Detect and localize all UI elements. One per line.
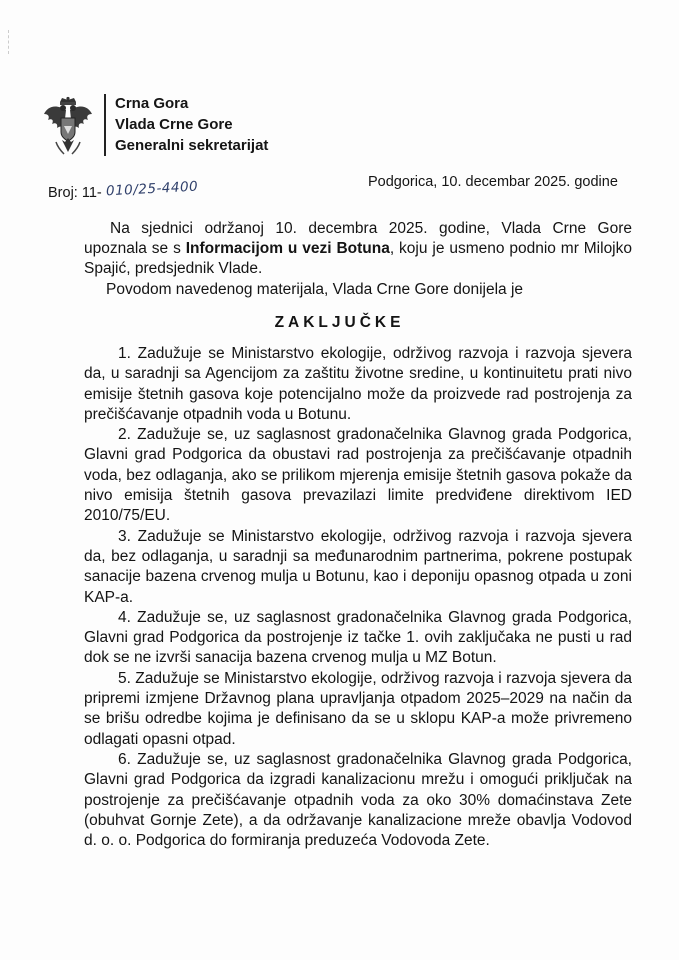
conclusion-item-2: 2. Zadužuje se, uz saglasnost gradonačelnika Glavnog grada Podgorica, Glavni grad Podgorica da obustavi rad postrojenja za prečišćavanje otpadnih voda, bez odlaganja, ako se prilikom mjerenja emisije štetnih gasova pokaže da nivo emisija štetnih gasova prevazilazi limite predviđene direktivom IED 2010/75/EU. bbox=[84, 426, 632, 525]
intro-bold-subject: Informacijom u vezi Botuna bbox=[185, 239, 390, 257]
header-divider bbox=[104, 94, 106, 156]
coat-of-arms-icon bbox=[42, 96, 94, 158]
conclusions-list bbox=[84, 344, 632, 851]
reference-label: Broj: 11- bbox=[48, 185, 102, 201]
document-date: Podgorica, 10. decembar 2025. godine bbox=[368, 174, 618, 190]
organization-header bbox=[115, 93, 268, 156]
conclusion-item-5: 5. Zadužuje se Ministarstvo ekologije, održivog razvoja i razvoja sjevera da pripremi izmjene Državnog plana upravljanja otpadom 2025–2029 na način da se brišu odredbe kojima je definisano da se u sklopu KAP-a može privremeno odlagati opasni otpad. bbox=[84, 669, 632, 748]
country-name: Crna Gora bbox=[115, 95, 189, 112]
reference-number bbox=[48, 178, 199, 201]
department-name: Generalni sekretarijat bbox=[115, 137, 269, 154]
conclusion-item-3: 3. Zadužuje se Ministarstvo ekologije, održivog razvoja i razvoja sjevera da, bez odlaganja, u saradnji sa međunarodnim partnerima, pokrene postupak sanacije bazena crvenog mulja u Botunu, kao i deponiju opasnog otpada u zoni KAP-a. bbox=[84, 527, 632, 606]
conclusion-item-4: 4. Zadužuje se, uz saglasnost gradonačelnika Glavnog grada Podgorica, Glavni grad Podgorica da postrojenje iz tačke 1. ovih zaključaka ne pusti u rad dok se ne izvrši sanacija bazena crvenog mulja u MZ Botun. bbox=[84, 608, 632, 667]
intro-second-paragraph: Povodom navedenog materijala, Vlada Crne Gore donijela je bbox=[106, 281, 524, 298]
intro-text-start: Na sjednici održanoj 10. decembra 2025. godine, Vlada Crne Gore upoznala se s bbox=[84, 220, 632, 257]
scan-edge-mark bbox=[8, 30, 12, 54]
government-name: Vlada Crne Gore bbox=[115, 116, 233, 133]
intro-paragraph bbox=[84, 219, 632, 278]
conclusions-title: ZAKLJUČKE bbox=[274, 314, 405, 331]
conclusion-item-6: 6. Zadužuje se, uz saglasnost gradonačelnika Glavnog grada Podgorica, Glavni grad Podgorica da izgradi kanalizacionu mrežu i omogući priključak na postrojenje za prečišćavanje otpadnih voda za oko 30% domaćinstava Zete (obuhvat Gornje Zete), a da održavanje kanalizacione mreže obavlja Vodovod d. o. o. Podgorica do formiranja preduzeća Vodovoda Zete. bbox=[84, 750, 632, 850]
reference-handwritten-number: 010/25-4400 bbox=[105, 178, 199, 200]
conclusion-item-1: 1. Zadužuje se Ministarstvo ekologije, održivog razvoja i razvoja sjevera da, u saradnji sa Agencijom za zaštitu životne sredine, u kontinuitetu prati nivo emisije štetnih gasova koje potencijalno može da proizvede rad postrojenja za prečišćavanje otpadnih voda u Botunu. bbox=[84, 345, 632, 423]
intro-text-end: , koju je usmeno podnio mr Milojko Spajić, predsjednik Vlade. bbox=[84, 239, 632, 277]
